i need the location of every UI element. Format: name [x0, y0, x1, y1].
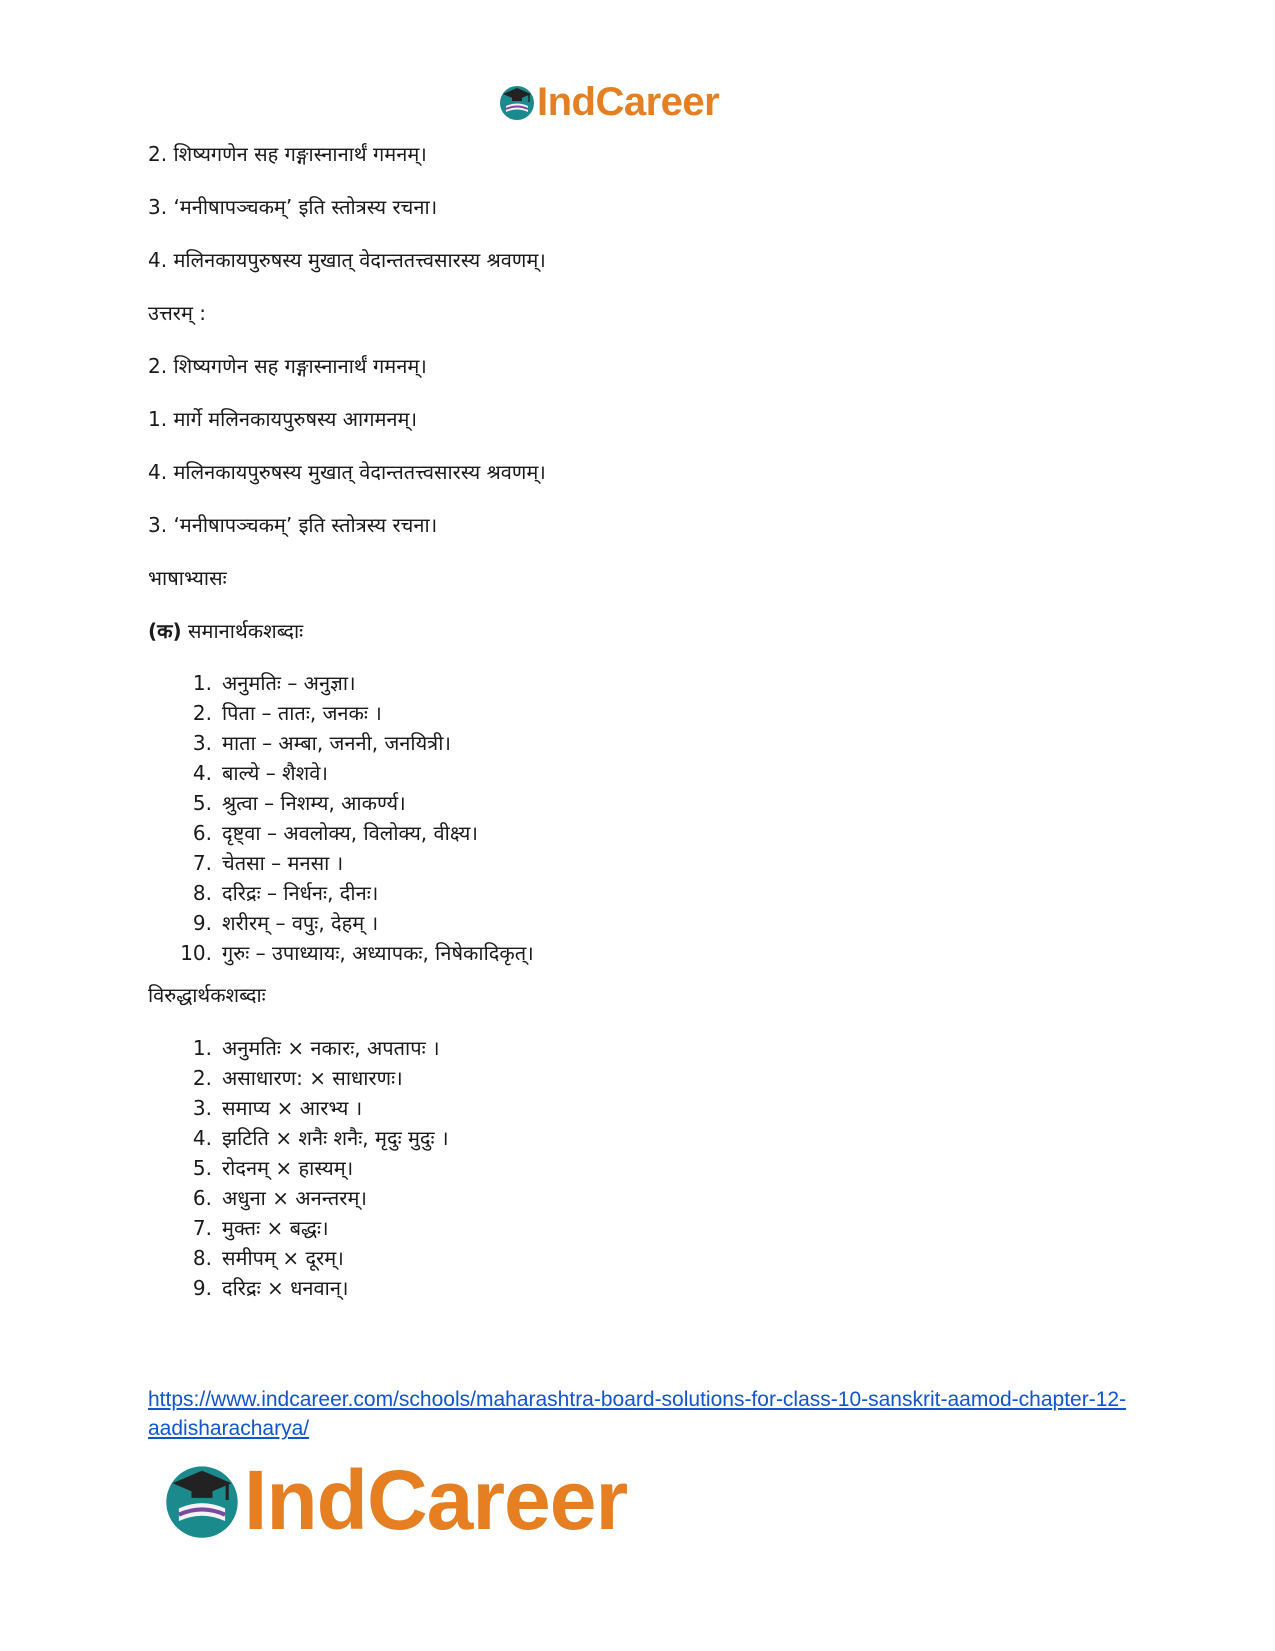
answer-line-2: 1. मार्गे मलिनकायपुरुषस्य आगमनम्। — [148, 407, 418, 431]
list-item-text: अधुना × अनन्तरम्। — [222, 1186, 367, 1210]
question-line-1: 2. शिष्यगणेन सह गङ्गास्नानार्थं गमनम्। — [148, 142, 427, 166]
list-item-number: 2. — [192, 701, 212, 725]
list-item-text: समाप्य × आरभ्य । — [222, 1096, 363, 1120]
antonym-item — [148, 1063, 449, 1093]
list-item-number: 7. — [192, 1216, 212, 1240]
list-item-number: 9. — [192, 1276, 212, 1300]
antonym-item — [148, 1093, 449, 1123]
footer-logo — [160, 1455, 627, 1545]
answer-label: उत्तरम् : — [148, 301, 207, 325]
list-item-number: 6. — [192, 821, 212, 845]
list-item-text: अनुमतिः – अनुज्ञा। — [222, 671, 356, 695]
question-line-3: 4. मलिनकायपुरुषस्य मुखात् वेदान्ततत्त्वसारस्य श्रवणम्। — [148, 248, 546, 272]
answer-line-3: 4. मलिनकायपुरुषस्य मुखात् वेदान्ततत्त्वसारस्य श्रवणम्। — [148, 460, 546, 484]
answer-line-1: 2. शिष्यगणेन सह गङ्गास्नानार्थं गमनम्। — [148, 354, 427, 378]
header-logo — [497, 78, 719, 126]
list-item-number: 10. — [180, 941, 212, 965]
list-item-number: 8. — [192, 1246, 212, 1270]
list-item-text: अनुमतिः × नकारः, अपतापः । — [222, 1036, 440, 1060]
list-item-text: गुरुः – उपाध्यायः, अध्यापकः, निषेकादिकृत्। — [222, 941, 534, 965]
list-item-number: 5. — [192, 791, 212, 815]
list-item-text: चेतसा – मनसा । — [222, 851, 344, 875]
list-item-number: 3. — [192, 731, 212, 755]
list-item-text: मुक्तः × बद्धः। — [222, 1216, 329, 1240]
synonyms-heading-text: समानार्थकशब्दाः — [181, 619, 304, 643]
list-item-number: 1. — [192, 1036, 212, 1060]
synonym-item — [148, 728, 534, 758]
list-item-text: असाधारण: × साधारणः। — [222, 1066, 403, 1090]
exercise-heading: भाषाभ्यासः — [148, 566, 227, 590]
antonyms-heading: विरुद्धार्थकशब्दाः — [148, 983, 266, 1007]
antonym-item — [148, 1273, 449, 1303]
synonyms-heading — [148, 617, 303, 645]
synonym-item — [148, 908, 534, 938]
list-item-text: श्रुत्वा – निशम्य, आकर्ण्य। — [222, 791, 406, 815]
question-line-2: 3. ‘मनीषापञ्चकम्’ इति स्तोत्रस्य रचना। — [148, 195, 438, 219]
source-link[interactable]: https://www.indcareer.com/schools/maharashtra-board-solutions-for-class-10-sanskrit-aamod-chapter-12-aadisharacharya/ — [148, 1388, 1127, 1440]
list-item-number: 7. — [192, 851, 212, 875]
synonym-item — [148, 788, 534, 818]
synonym-item — [148, 668, 534, 698]
list-item-text: दरिद्रः × धनवान्। — [222, 1276, 349, 1300]
list-item-text: दरिद्रः – निर्धनः, दीनः। — [222, 881, 379, 905]
list-item-number: 4. — [192, 761, 212, 785]
antonym-item — [148, 1243, 449, 1273]
graduation-cap-book-icon — [497, 82, 537, 122]
list-item-text: माता – अम्बा, जननी, जनयित्री। — [222, 731, 451, 755]
list-item-number: 1. — [192, 671, 212, 695]
list-item-number: 8. — [192, 881, 212, 905]
antonym-item — [148, 1033, 449, 1063]
synonym-item — [148, 698, 534, 728]
synonyms-list — [148, 668, 534, 968]
brand-wordmark: IndCareer — [244, 1453, 628, 1547]
list-item-text: झटिति × शनैः शनैः, मृदुः मुदुः । — [222, 1126, 449, 1150]
antonym-item — [148, 1153, 449, 1183]
answer-line-4: 3. ‘मनीषापञ्चकम्’ इति स्तोत्रस्य रचना। — [148, 513, 438, 537]
list-item-number: 3. — [192, 1096, 212, 1120]
list-item-text: पिता – तातः, जनकः । — [222, 701, 382, 725]
list-item-text: समीपम् × दूरम्। — [222, 1246, 344, 1270]
synonym-item — [148, 878, 534, 908]
synonym-item — [148, 758, 534, 788]
antonym-item — [148, 1123, 449, 1153]
synonyms-heading-prefix: (क) — [148, 619, 182, 643]
list-item-number: 6. — [192, 1186, 212, 1210]
list-item-number: 9. — [192, 911, 212, 935]
brand-wordmark: IndCareer — [537, 79, 720, 124]
list-item-number: 5. — [192, 1156, 212, 1180]
antonyms-list — [148, 1033, 449, 1303]
synonym-item — [148, 818, 534, 848]
list-item-text: रोदनम् × हास्यम्। — [222, 1156, 354, 1180]
antonym-item — [148, 1183, 449, 1213]
list-item-text: शरीरम् – वपुः, देहम् । — [222, 911, 379, 935]
antonym-item — [148, 1213, 449, 1243]
list-item-text: बाल्ये – शैशवे। — [222, 761, 328, 785]
list-item-number: 2. — [192, 1066, 212, 1090]
graduation-cap-book-icon — [160, 1458, 244, 1542]
synonym-item — [148, 938, 534, 968]
list-item-text: दृष्ट्वा – अवलोक्य, विलोक्य, वीक्ष्य। — [222, 821, 478, 845]
list-item-number: 4. — [192, 1126, 212, 1150]
synonym-item — [148, 848, 534, 878]
